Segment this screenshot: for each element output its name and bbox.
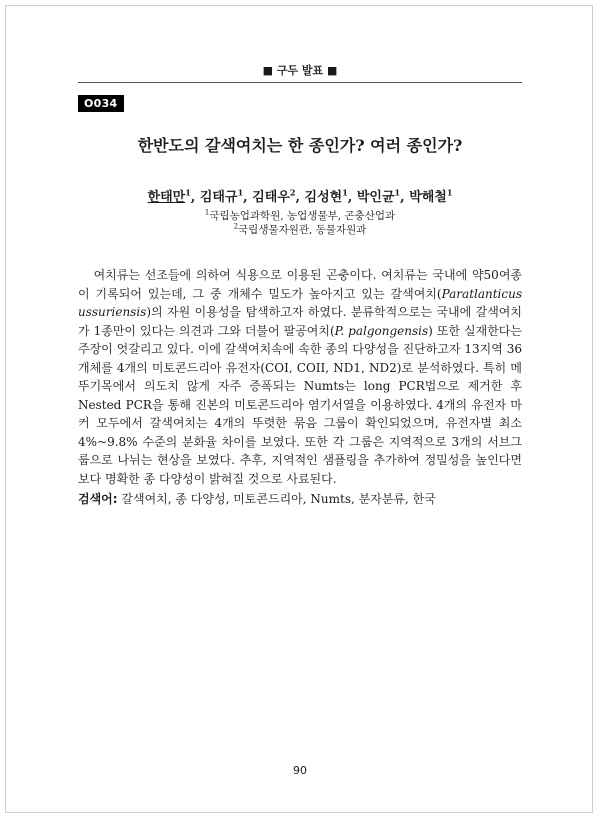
author-separator: , [243,190,253,205]
header-divider [78,82,522,83]
page-number: 90 [293,764,307,777]
author-separator: , [347,190,357,205]
keywords-label: 검색어: [78,492,118,506]
affiliation-text: 국립생물자원관, 동물자원과 [238,224,367,236]
author-name: 김성현 [304,190,343,205]
paper-title: 한반도의 갈색여치는 한 종인가? 여러 종인가? [137,136,463,155]
author-affiliation-mark: 1 [237,187,244,198]
author-name: 김태우 [252,190,290,205]
affiliation-text: 국립농업과학원, 농업생물부, 곤충산업과 [209,210,396,222]
author-separator: , [400,190,410,205]
affiliation-line [0,208,600,223]
affiliation-number: 1 [204,208,210,217]
author-affiliation-mark: 1 [342,187,348,198]
author-affiliation-mark: 1 [446,187,453,198]
affiliation-number: 2 [233,222,239,231]
author-name: 박인균 [356,190,395,205]
author-name-presenter: 한태만 [147,190,186,205]
abstract-text: ) 또한 실재한다는 주장이 엇갈리고 있다. 이에 갈색여치속에 속한 종의 다양성을 진단하고자 13지역 36개체를 4개의 미토콘드리아 유전자(COI, COII, ND1, ND2)로 분석하였다. 특히 메뚜기목에서 의도치 않게 자주 증폭되는 Numts는 long PCR법으로 제거한 후 Nested PCR을 통해 진본의 미토콘드리아 염기서열을 이용하였다. 4개의 유전자 마커 모두에서 갈색여치는 4개의 뚜렷한 묶음 그룹이 확인되었으며, 유전자별 최소 4%~9.8% 수준의 분화율 차이를 보였다. 또한 각 그룹은 지역적으로 3개의 서브그룹으로 나뉘는 현상을 보였다. 추후, 지역적인 샘플링을 추가하여 정밀성을 높인다면 보다 명확한 종 다양성이 밝혀질 것으로 사료된다. [78,323,522,486]
author-affiliation-mark: 1 [185,187,191,198]
keywords-line [78,490,522,507]
author-affiliation-mark: 2 [289,187,296,198]
abstract-text: )의 자원 이용성을 탐색하고자 하였다. 분류학적으로는 국내에 갈색여치가 1종만이 있다는 의견과 그와 더불어 팔공여치( [78,305,522,338]
author-name: 박해철 [409,190,447,205]
abstract-body [78,266,522,488]
keywords-text: 갈색여치, 종 다양성, 미토콘드리아, Numts, 분자분류, 한국 [117,492,436,506]
author-separator: , [190,190,200,205]
species-name: Paratlanticus ussuriensis [78,286,522,319]
author-list [0,186,600,205]
author-separator: , [295,190,305,205]
author-affiliation-mark: 1 [394,187,401,198]
presentation-code-badge: O034 [78,95,124,112]
abstract-text: 여치류는 선조들에 의하여 식용으로 이용된 곤충이다. 여치류는 국내에 약50여종이 기록되어 있는데, 그 중 개체수 밀도가 높아지고 있는 갈색여치( [78,268,522,301]
species-name: P. palgongensis [334,323,429,338]
section-header: ■ 구두 발표 ■ [262,64,338,77]
author-name: 김태규 [199,190,238,205]
affiliation-line [0,222,600,237]
